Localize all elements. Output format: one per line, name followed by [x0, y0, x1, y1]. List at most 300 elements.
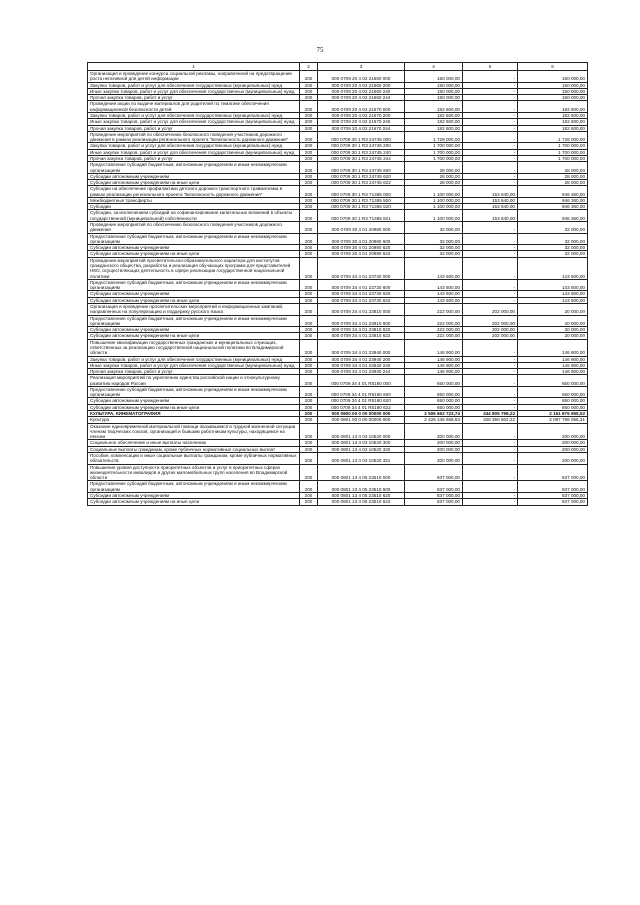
table-row	[88, 369, 588, 375]
row-planned: 150 000,00	[405, 82, 463, 88]
row-budget-code: 000 0709 34 4 01 23730 620	[318, 291, 405, 297]
row-executed: -	[463, 222, 518, 234]
row-remaining: 182 600,00	[518, 125, 588, 131]
row-executed: -	[463, 386, 518, 398]
row-name: Предоставление субсидий бюджетным, автономным учреждениям и иным некоммерческим организациям	[88, 386, 300, 398]
row-remaining: 837 000,00	[518, 492, 588, 498]
table-row	[88, 119, 588, 125]
table-row	[88, 386, 588, 398]
row-planned: 150 000,00	[405, 71, 463, 83]
row-remaining: 20 000,00	[518, 333, 588, 339]
row-admin-code: 200	[300, 446, 318, 452]
row-planned: 200 000,00	[405, 446, 463, 452]
row-remaining: 946 360,00	[518, 204, 588, 210]
row-planned: 200 000,00	[405, 453, 463, 465]
table-row	[88, 101, 588, 113]
row-planned: 2 426 136 658,53	[405, 417, 463, 423]
row-executed: -	[463, 125, 518, 131]
row-budget-code: 000 0709 34 4 01 23940 000	[318, 339, 405, 356]
row-admin-code: 200	[300, 245, 318, 251]
row-remaining: 200 000,00	[518, 423, 588, 440]
row-remaining: 146 900,00	[518, 356, 588, 362]
row-name: Закупка товаров, работ и услуг для обеспечения государственных (муниципальных) нужд	[88, 143, 300, 149]
row-admin-code: 200	[300, 101, 318, 113]
table-row	[88, 327, 588, 333]
row-admin-code: 200	[300, 210, 318, 222]
row-remaining: 32 000,00	[518, 222, 588, 234]
row-budget-code: 000 0709 20 4 02 21660 000	[318, 71, 405, 83]
row-planned: 200 000,00	[405, 423, 463, 440]
row-budget-code: 000 0709 30 4 01 20980 000	[318, 222, 405, 234]
row-name: Прочая закупка товаров, работ и услуг	[88, 369, 300, 375]
row-executed: -	[463, 82, 518, 88]
row-planned: 837 000,00	[405, 464, 463, 481]
row-name: Субсидии автономным учреждениям	[88, 492, 300, 498]
row-budget-code: 000 0709 20 4 02 21660 200	[318, 82, 405, 88]
row-executed: -	[463, 112, 518, 118]
row-budget-code: 000 0709 20 4 02 21670 200	[318, 112, 405, 118]
row-admin-code: 200	[300, 499, 318, 505]
row-budget-code: 000 0709 30 1 R3 71365 000	[318, 186, 405, 198]
row-budget-code: 000 0801 13 4 05 23510 620	[318, 492, 405, 498]
row-admin-code: 200	[300, 398, 318, 404]
row-planned: 222 000,00	[405, 303, 463, 315]
row-name: Предоставление субсидий бюджетным, автономным учреждениям и иным некоммерческим организациям	[88, 162, 300, 174]
table-row	[88, 492, 588, 498]
header-col-1: 1	[88, 63, 300, 71]
row-remaining: 946 360,00	[518, 210, 588, 222]
row-budget-code: 000 0801 13 4 03 10520 321	[318, 453, 405, 465]
table-body	[88, 71, 588, 506]
row-remaining: 143 600,00	[518, 279, 588, 291]
row-admin-code: 200	[300, 297, 318, 303]
row-budget-code: 000 0709 34 4 01 23940 200	[318, 356, 405, 362]
table-row	[88, 440, 588, 446]
row-executed: -	[463, 251, 518, 257]
row-planned: 32 000,00	[405, 222, 463, 234]
row-name: Субсидии, за исключением субсидий на софинансирование капитальных вложений в объекты государственной (муниципальной) собственности	[88, 210, 300, 222]
row-admin-code: 200	[300, 453, 318, 465]
row-name: Организация и проведение просветительских мероприятий и информационных кампаний, направленных на популяризацию и поддержку русского языка	[88, 303, 300, 315]
row-admin-code: 200	[300, 315, 318, 327]
row-remaining: 146 900,00	[518, 362, 588, 368]
row-budget-code: 000 0800 00 0 00 00000 000	[318, 411, 405, 417]
row-remaining: 200 000,00	[518, 446, 588, 452]
row-remaining: 146 900,00	[518, 369, 588, 375]
table-row	[88, 186, 588, 198]
row-budget-code: 000 0709 30 1 R3 71365 500	[318, 197, 405, 203]
row-name: Субсидии	[88, 204, 300, 210]
row-planned: 146 900,00	[405, 356, 463, 362]
row-planned: 1 100 000,00	[405, 204, 463, 210]
row-budget-code: 000 0801 13 4 05 23510 622	[318, 499, 405, 505]
row-admin-code: 200	[300, 222, 318, 234]
table-row	[88, 125, 588, 131]
row-executed: -	[463, 101, 518, 113]
row-name: Субсидии автономным учреждениям на иные цели	[88, 297, 300, 303]
row-budget-code: 000 0709 20 4 02 21660 244	[318, 95, 405, 101]
table-row	[88, 149, 588, 155]
row-planned: 146 900,00	[405, 369, 463, 375]
row-planned: 143 600,00	[405, 279, 463, 291]
row-remaining: 20 000,00	[518, 327, 588, 333]
row-executed: -	[463, 95, 518, 101]
row-name: Иные закупки товаров, работ и услуг для обеспечения государственных (муниципальных) нужд	[88, 119, 300, 125]
row-planned: 1 700 000,00	[405, 155, 463, 161]
row-admin-code: 200	[300, 204, 318, 210]
row-remaining: 200 000,00	[518, 440, 588, 446]
row-planned: 1 100 000,00	[405, 197, 463, 203]
row-name: Закупка товаров, работ и услуг для обеспечения государственных (муниципальных) нужд	[88, 112, 300, 118]
row-executed: -	[463, 149, 518, 155]
row-planned: 222 000,00	[405, 315, 463, 327]
row-executed: -	[463, 356, 518, 362]
header-col-3: 3	[318, 63, 405, 71]
row-remaining: 946 360,00	[518, 197, 588, 203]
table-row	[88, 245, 588, 251]
row-remaining: 182 600,00	[518, 112, 588, 118]
row-planned: 28 000,00	[405, 180, 463, 186]
table-row	[88, 257, 588, 279]
row-name: Проведение акции по выдаче материалов для родителей по тематике обеспечения информационной безопасности детей	[88, 101, 300, 113]
row-budget-code: 000 0709 34 4 01 23810 620	[318, 327, 405, 333]
row-executed: -	[463, 398, 518, 404]
table-row	[88, 143, 588, 149]
table-row	[88, 398, 588, 404]
row-remaining: 150 000,00	[518, 88, 588, 94]
row-budget-code: 000 0801 13 4 05 23510 600	[318, 481, 405, 493]
table-row	[88, 356, 588, 362]
row-remaining: 28 000,00	[518, 173, 588, 179]
header-col-5: 5	[463, 63, 518, 71]
row-planned: 182 600,00	[405, 119, 463, 125]
row-planned: 1 728 000,00	[405, 131, 463, 143]
row-budget-code: 000 0801 13 4 03 10520 000	[318, 423, 405, 440]
row-name: Повышение уровня доступности приоритетных объектов и услуг в приоритетных сферах жизнедеятельности инвалидов и других маломобильных групп населения во Владимирской области	[88, 464, 300, 481]
row-budget-code: 000 0801 13 4 03 10520 300	[318, 440, 405, 446]
row-admin-code: 200	[300, 88, 318, 94]
row-name: Прочая закупка товаров, работ и услуг	[88, 95, 300, 101]
row-executed: 153 640,00	[463, 210, 518, 222]
table-row	[88, 375, 588, 387]
row-executed: -	[463, 369, 518, 375]
row-executed: 202 000,00	[463, 303, 518, 315]
row-admin-code: 200	[300, 173, 318, 179]
row-remaining: 2 097 786 056,31	[518, 417, 588, 423]
row-executed: -	[463, 279, 518, 291]
row-admin-code: 200	[300, 440, 318, 446]
row-executed: -	[463, 423, 518, 440]
row-name: Субсидии автономным учреждениям	[88, 327, 300, 333]
row-executed: -	[463, 453, 518, 465]
row-admin-code: 200	[300, 375, 318, 387]
row-remaining: 28 000,00	[518, 180, 588, 186]
row-planned: 837 000,00	[405, 492, 463, 498]
row-planned: 182 600,00	[405, 125, 463, 131]
row-executed: -	[463, 173, 518, 179]
row-remaining: 837 000,00	[518, 481, 588, 493]
row-remaining: 28 000,00	[518, 162, 588, 174]
table-row	[88, 162, 588, 174]
row-admin-code: 200	[300, 327, 318, 333]
row-remaining: 650 000,00	[518, 375, 588, 387]
row-remaining: 2 161 876 955,52	[518, 411, 588, 417]
row-planned: 222 000,00	[405, 327, 463, 333]
row-admin-code: 200	[300, 71, 318, 83]
header-col-4: 4	[405, 63, 463, 71]
row-executed: -	[463, 291, 518, 297]
row-planned: 650 000,00	[405, 375, 463, 387]
row-name: Прочая закупка товаров, работ и услуг	[88, 155, 300, 161]
row-budget-code: 000 0709 34 4 01 R5160 622	[318, 404, 405, 410]
row-admin-code: 200	[300, 481, 318, 493]
row-executed: 153 640,00	[463, 204, 518, 210]
row-executed: -	[463, 375, 518, 387]
row-budget-code: 000 0709 30 1 R3 24745 622	[318, 180, 405, 186]
row-planned: 28 000,00	[405, 173, 463, 179]
row-admin-code: 200	[300, 356, 318, 362]
table-row	[88, 404, 588, 410]
row-admin-code: 200	[300, 162, 318, 174]
row-budget-code: 000 0709 34 4 01 23810 000	[318, 303, 405, 315]
table-row	[88, 315, 588, 327]
row-planned: 182 600,00	[405, 112, 463, 118]
row-remaining: 182 600,00	[518, 119, 588, 125]
row-admin-code: 200	[300, 251, 318, 257]
row-admin-code: 200	[300, 143, 318, 149]
row-name: КУЛЬТУРА, КИНЕМАТОГРАФИЯ	[88, 411, 300, 417]
row-executed: 153 640,00	[463, 186, 518, 198]
row-remaining: 1 700 000,00	[518, 149, 588, 155]
header-col-6: 6	[518, 63, 588, 71]
table-row	[88, 88, 588, 94]
row-executed: 202 000,00	[463, 333, 518, 339]
row-remaining: 146 900,00	[518, 339, 588, 356]
row-name: Оказание единовременной материальной помощи оказавшимся в трудной жизненной ситуации членам творческих союзов, организаций и бывшим работникам культуры, находящимся на пенсии	[88, 423, 300, 440]
row-remaining: 150 000,00	[518, 71, 588, 83]
table-row	[88, 333, 588, 339]
header-col-2: 2	[300, 63, 318, 71]
row-budget-code: 000 0709 20 4 02 21660 240	[318, 88, 405, 94]
row-admin-code: 200	[300, 411, 318, 417]
row-name: Иные закупки товаров, работ и услуг для обеспечения государственных (муниципальных) нужд	[88, 149, 300, 155]
row-name: Субсидии автономным учреждениям на иные цели	[88, 333, 300, 339]
row-planned: 1 100 000,00	[405, 186, 463, 198]
row-remaining: 1 728 000,00	[518, 131, 588, 143]
row-executed: -	[463, 71, 518, 83]
row-planned: 32 000,00	[405, 233, 463, 245]
row-executed: -	[463, 481, 518, 493]
row-planned: 222 000,00	[405, 333, 463, 339]
row-budget-code: 000 0709 30 1 R3 24745 600	[318, 162, 405, 174]
row-executed: -	[463, 233, 518, 245]
row-admin-code: 200	[300, 423, 318, 440]
table-row	[88, 131, 588, 143]
row-remaining: 150 000,00	[518, 95, 588, 101]
row-executed: 328 350 602,22	[463, 417, 518, 423]
row-remaining: 837 000,00	[518, 499, 588, 505]
row-budget-code: 000 0709 34 4 01 23810 622	[318, 333, 405, 339]
table-row	[88, 95, 588, 101]
row-budget-code: 000 0709 34 4 01 23730 000	[318, 257, 405, 279]
table-row	[88, 499, 588, 505]
row-planned: 1 100 000,00	[405, 210, 463, 222]
row-remaining: 32 000,00	[518, 233, 588, 245]
row-admin-code: 200	[300, 149, 318, 155]
row-budget-code: 000 0709 30 4 01 20980 622	[318, 251, 405, 257]
row-planned: 150 000,00	[405, 88, 463, 94]
row-budget-code: 000 0709 34 4 01 23810 600	[318, 315, 405, 327]
row-remaining: 32 000,00	[518, 251, 588, 257]
row-planned: 1 700 000,00	[405, 149, 463, 155]
table-row	[88, 180, 588, 186]
row-admin-code: 200	[300, 82, 318, 88]
row-executed: 344 805 768,22	[463, 411, 518, 417]
row-planned: 143 600,00	[405, 257, 463, 279]
row-budget-code: 000 0709 30 1 R3 71365 521	[318, 210, 405, 222]
table-row	[88, 71, 588, 83]
row-name: Субсидии автономным учреждениям	[88, 173, 300, 179]
row-budget-code: 000 0709 30 1 R3 24745 240	[318, 149, 405, 155]
table-row	[88, 210, 588, 222]
row-name: Закупка товаров, работ и услуг для обеспечения государственных (муниципальных) нужд	[88, 82, 300, 88]
row-admin-code: 200	[300, 303, 318, 315]
table-row	[88, 155, 588, 161]
row-name: Организация и проведение конкурса социальной рекламы, направленной на предотвращение роста негативной для детей информации	[88, 71, 300, 83]
row-planned: 650 000,00	[405, 404, 463, 410]
row-name: Культура	[88, 417, 300, 423]
row-name: Предоставление субсидий бюджетным, автономным учреждениям и иным некоммерческим организациям	[88, 233, 300, 245]
row-admin-code: 200	[300, 333, 318, 339]
row-planned: 2 506 662 723,74	[405, 411, 463, 417]
row-executed: -	[463, 499, 518, 505]
row-remaining: 650 000,00	[518, 386, 588, 398]
row-name: Субсидии автономным учреждениям	[88, 245, 300, 251]
row-budget-code: 000 0709 34 4 01 R5160 000	[318, 375, 405, 387]
row-remaining: 650 000,00	[518, 398, 588, 404]
row-executed: -	[463, 404, 518, 410]
row-planned: 143 600,00	[405, 291, 463, 297]
row-executed: 202 000,00	[463, 327, 518, 333]
row-name: Субсидии автономным учреждениям на иные цели	[88, 180, 300, 186]
table-row	[88, 303, 588, 315]
row-executed: -	[463, 88, 518, 94]
table-row	[88, 233, 588, 245]
table-row	[88, 291, 588, 297]
table-row	[88, 297, 588, 303]
row-budget-code: 000 0801 13 4 05 23510 000	[318, 464, 405, 481]
table-row	[88, 251, 588, 257]
table-header-row	[88, 63, 588, 71]
row-name: Межбюджетные трансферты	[88, 197, 300, 203]
row-planned: 146 900,00	[405, 362, 463, 368]
row-executed: -	[463, 257, 518, 279]
row-name: Закупка товаров, работ и услуг для обеспечения государственных (муниципальных) нужд	[88, 356, 300, 362]
row-admin-code: 200	[300, 125, 318, 131]
row-planned: 650 000,00	[405, 398, 463, 404]
table-row	[88, 453, 588, 465]
row-budget-code: 000 0709 20 4 02 21670 240	[318, 119, 405, 125]
row-executed: -	[463, 440, 518, 446]
row-planned: 200 000,00	[405, 440, 463, 446]
row-planned: 837 000,00	[405, 481, 463, 493]
row-admin-code: 200	[300, 257, 318, 279]
row-executed: -	[463, 339, 518, 356]
row-budget-code: 000 0709 30 1 R3 24745 244	[318, 155, 405, 161]
row-name: Предоставление субсидий бюджетным, автономным учреждениям и иным некоммерческим организациям	[88, 481, 300, 493]
row-remaining: 150 000,00	[518, 82, 588, 88]
row-planned: 837 000,00	[405, 499, 463, 505]
row-budget-code: 000 0709 30 1 R3 24745 000	[318, 131, 405, 143]
row-executed: -	[463, 464, 518, 481]
row-planned: 146 900,00	[405, 339, 463, 356]
row-admin-code: 200	[300, 279, 318, 291]
row-remaining: 182 600,00	[518, 101, 588, 113]
row-executed: -	[463, 297, 518, 303]
row-budget-code: 000 0709 34 4 01 23940 244	[318, 369, 405, 375]
row-planned: 32 000,00	[405, 251, 463, 257]
budget-table	[87, 62, 588, 506]
row-budget-code: 000 0709 20 4 02 21670 000	[318, 101, 405, 113]
row-admin-code: 200	[300, 362, 318, 368]
row-remaining: 200 000,00	[518, 453, 588, 465]
row-name: Иные закупки товаров, работ и услуг для обеспечения государственных (муниципальных) нужд	[88, 362, 300, 368]
row-budget-code: 000 0709 30 1 R3 24745 200	[318, 143, 405, 149]
row-name: Субсидии на обеспечение профилактики детского дорожно-транспортного травматизма в рамках реализации регионального проекта "Безопасность дорожного движения"	[88, 186, 300, 198]
row-executed: -	[463, 143, 518, 149]
row-name: Предоставление субсидий бюджетным, автономным учреждениям и иным некоммерческим организациям	[88, 279, 300, 291]
table-row	[88, 339, 588, 356]
table-row	[88, 82, 588, 88]
table-row	[88, 222, 588, 234]
row-name: Субсидии автономным учреждениям на иные цели	[88, 404, 300, 410]
row-remaining: 20 000,00	[518, 315, 588, 327]
row-admin-code: 200	[300, 369, 318, 375]
row-name: Социальные выплаты гражданам, кроме публичных нормативных социальных выплат	[88, 446, 300, 452]
row-admin-code: 200	[300, 291, 318, 297]
row-budget-code: 000 0709 34 4 01 23940 240	[318, 362, 405, 368]
row-name: Проведение мероприятий по обеспечению безопасного поведения участников дорожного движения	[88, 222, 300, 234]
table-row	[88, 362, 588, 368]
table-row	[88, 481, 588, 493]
row-admin-code: 200	[300, 95, 318, 101]
row-admin-code: 200	[300, 180, 318, 186]
row-executed: 202 000,00	[463, 315, 518, 327]
row-name: Предоставление субсидий бюджетным, автономным учреждениям и иным некоммерческим организациям	[88, 315, 300, 327]
row-executed: -	[463, 492, 518, 498]
row-executed: -	[463, 245, 518, 251]
row-admin-code: 200	[300, 155, 318, 161]
row-admin-code: 200	[300, 197, 318, 203]
row-name: Проведение мероприятий по обеспечению безопасного поведения участников дорожного движения в рамках реализации регионального проекта "Безопасность дорожного движения"	[88, 131, 300, 143]
row-budget-code: 000 0709 30 4 01 20980 600	[318, 233, 405, 245]
row-executed: -	[463, 446, 518, 452]
row-admin-code: 200	[300, 131, 318, 143]
row-executed: -	[463, 155, 518, 161]
row-admin-code: 200	[300, 112, 318, 118]
row-admin-code: 200	[300, 339, 318, 356]
row-budget-code: 000 0709 34 4 01 R5160 620	[318, 398, 405, 404]
table-row	[88, 112, 588, 118]
row-planned: 1 700 000,00	[405, 143, 463, 149]
row-budget-code: 000 0801 13 4 03 10520 320	[318, 446, 405, 452]
row-admin-code: 200	[300, 233, 318, 245]
row-remaining: 1 700 000,00	[518, 155, 588, 161]
row-remaining: 143 600,00	[518, 291, 588, 297]
table-row	[88, 173, 588, 179]
row-remaining: 143 600,00	[518, 257, 588, 279]
row-executed: -	[463, 119, 518, 125]
